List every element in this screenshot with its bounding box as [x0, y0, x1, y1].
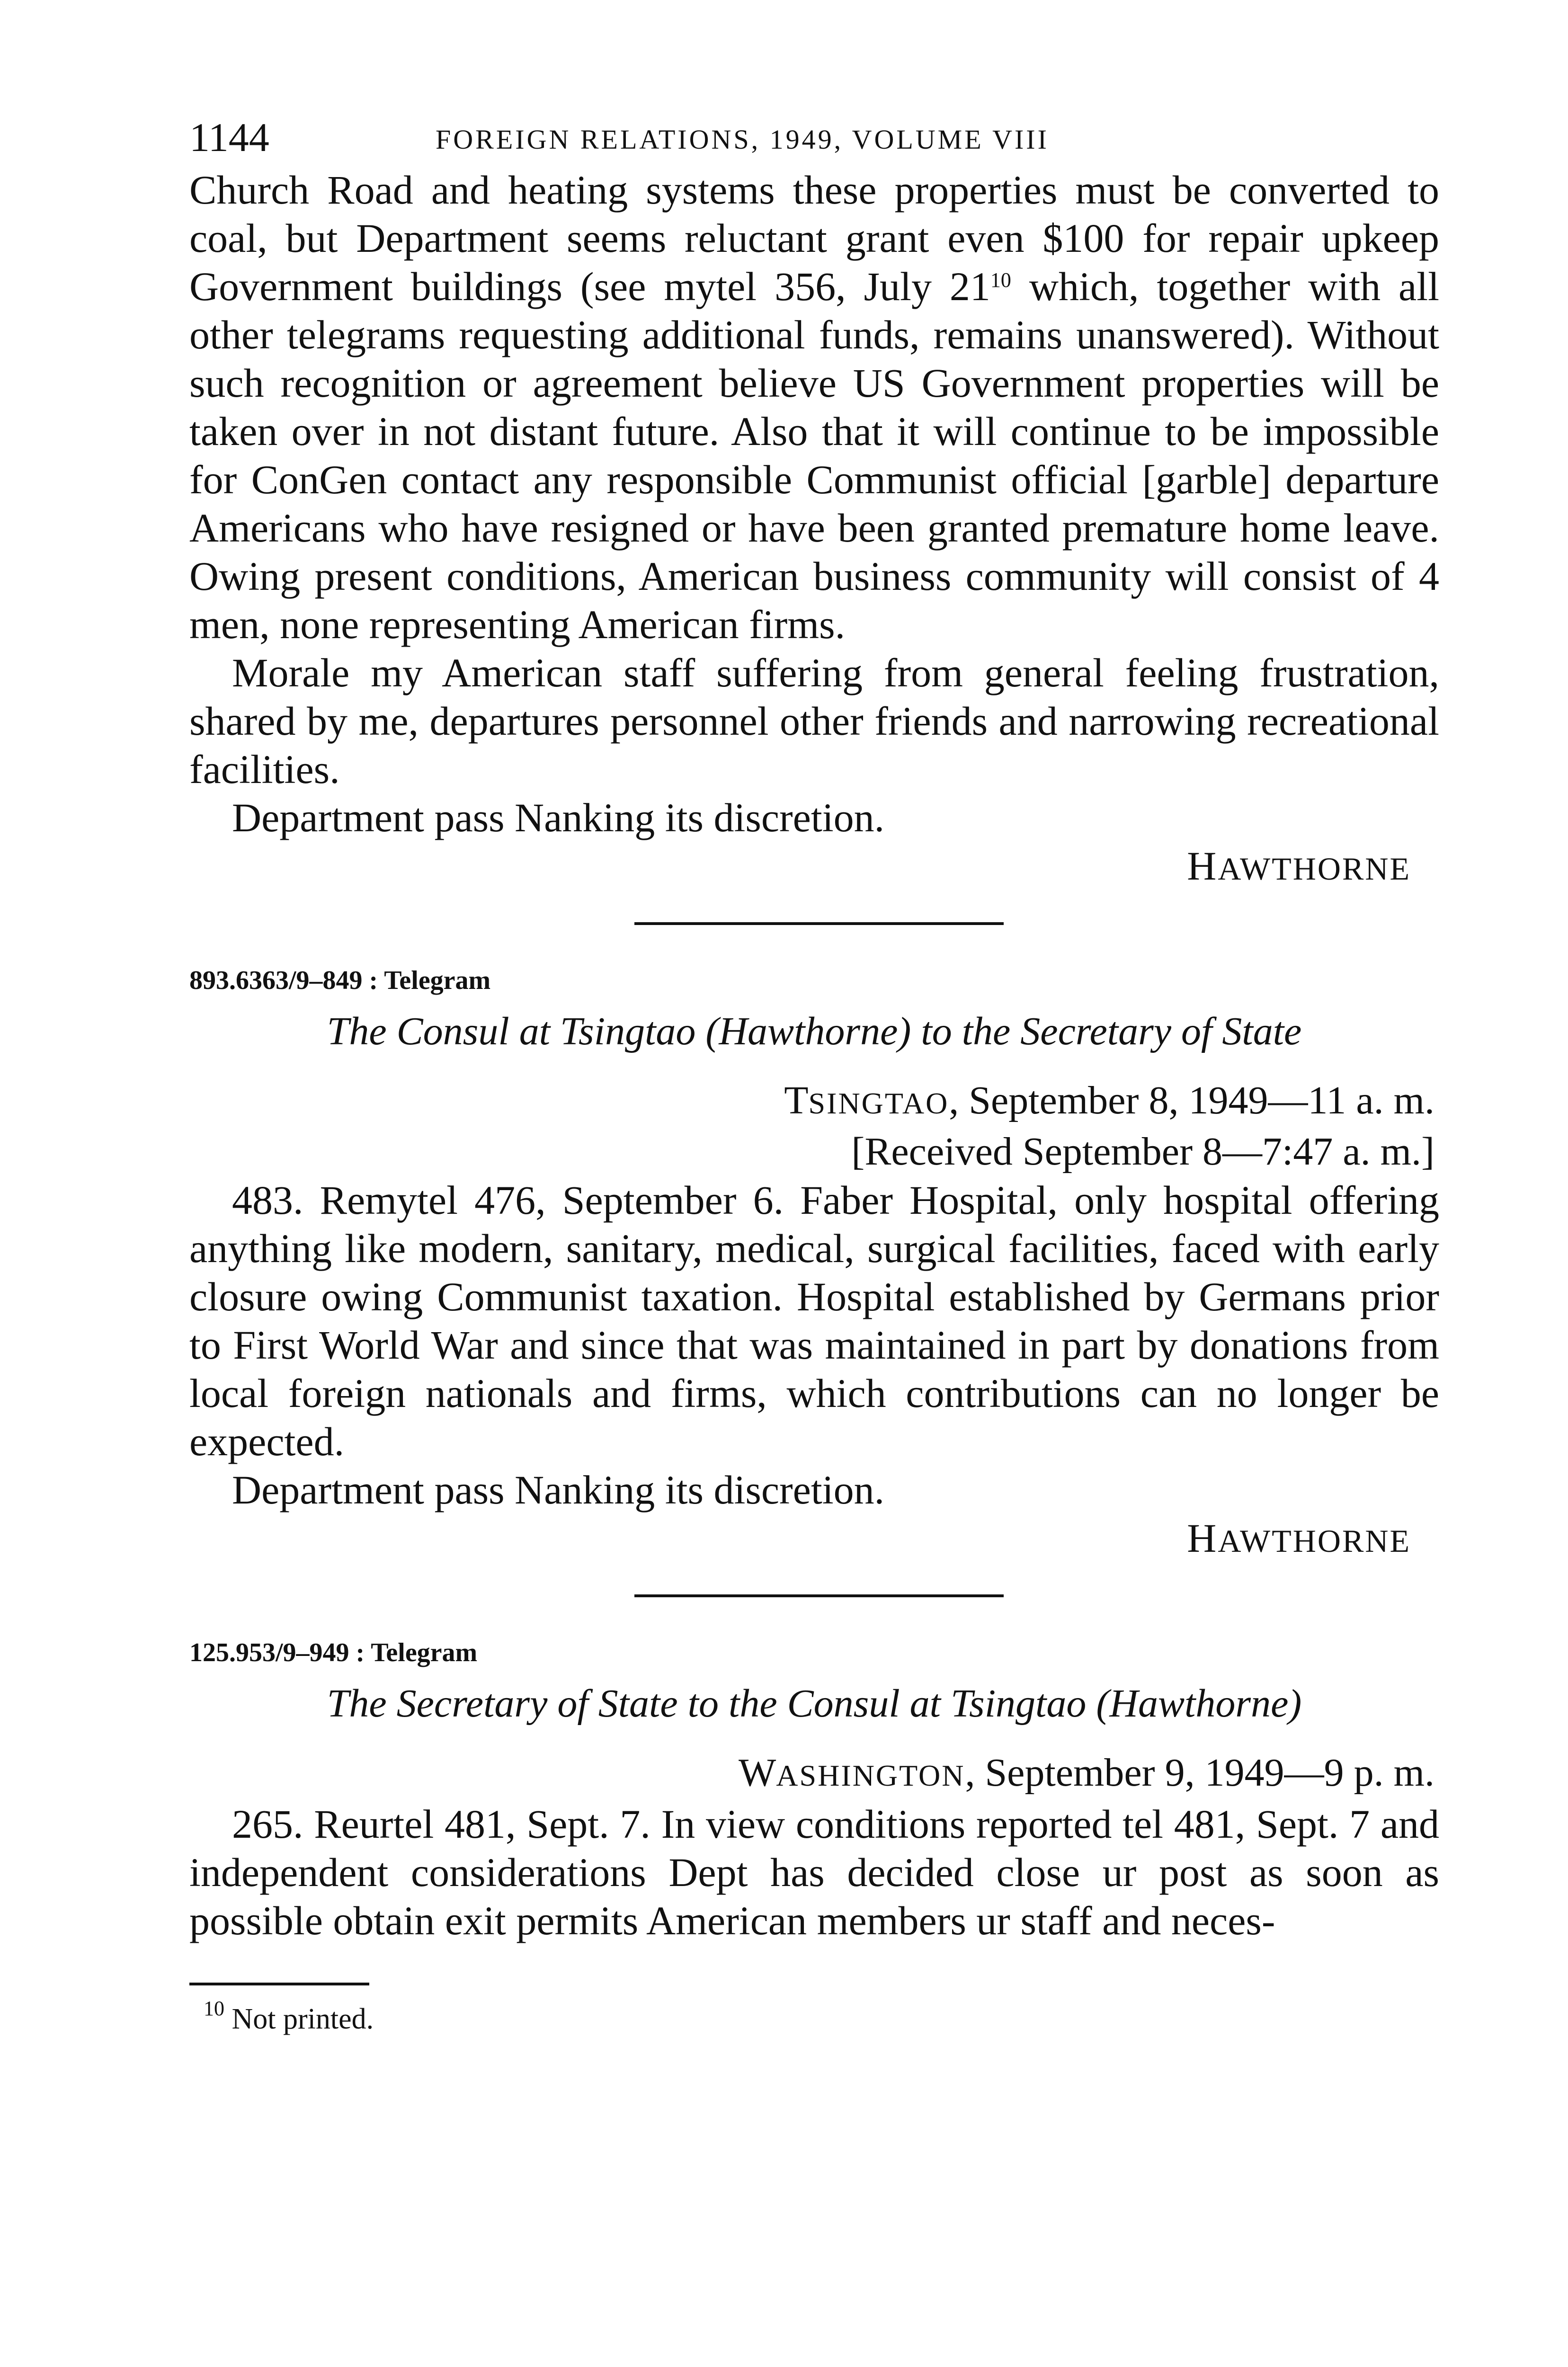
file-reference: 893.6363/9–849 : Telegram	[189, 966, 491, 995]
dateline	[189, 1077, 1439, 1128]
paragraph: 265. Reurtel 481, Sept. 7. In view conditions reported tel 481, Sept. 7 and independent considerations Dept has decided close ur post as soon as possible obtain exit permits American members ur staff and neces-	[189, 1801, 1439, 1943]
signature	[189, 1514, 1439, 1565]
paragraph: Department pass Nanking its discretion.	[232, 795, 885, 840]
paragraph-text: Church Road and heating systems these properties must be converted to coal, but Department seems reluctant grant even $100 for repair upkeep Government buildings (see mytel 356, July 21	[189, 167, 1439, 309]
divider-line	[634, 922, 1004, 925]
section-divider	[189, 893, 1439, 950]
place-rest: ASHINGTON	[776, 1759, 965, 1792]
date-text: , September 9, 1949—9 p. m.	[965, 1751, 1434, 1795]
section-divider	[189, 1565, 1439, 1622]
signature-rest: AWTHORNE	[1218, 851, 1411, 887]
signature-rest: AWTHORNE	[1218, 1523, 1411, 1559]
paragraph: Morale my American staff suffering from general feeling frustration, shared by me, departures personnel other friends and narrowing recreational facilities.	[189, 650, 1439, 792]
signature-initial: H	[1187, 1515, 1218, 1561]
footnote-divider	[189, 1983, 369, 1985]
running-head: FOREIGN RELATIONS, 1949, VOLUME VIII	[436, 124, 1049, 155]
document-title: The Consul at Tsingtao (Hawthorne) to the Secretary of State	[327, 1009, 1302, 1053]
page-header	[189, 114, 1439, 166]
dateline	[189, 1749, 1439, 1800]
paragraph: 483. Remytel 476, September 6. Faber Hospital, only hospital offering anything like modern, sanitary, medical, surgical facilities, faced with early closure owing Communist taxation. Hospital established by Germans prior to First World War and since that was maintained in part by donations from local foreign nationals and firms, which contributions can no longer be expected.	[189, 1177, 1439, 1464]
date-text: , September 8, 1949—11 a. m.	[949, 1078, 1434, 1122]
received-line: [Received September 8—7:47 a. m.]	[851, 1130, 1434, 1174]
footnote	[189, 1998, 1439, 2040]
page-number: 1144	[189, 115, 269, 160]
document-title: The Secretary of State to the Consul at Tsingtao (Hawthorne)	[327, 1682, 1302, 1726]
divider-line	[634, 1594, 1004, 1597]
signature	[189, 842, 1439, 893]
paragraph-text: which, together with all other telegrams requesting additional funds, remains unanswered). Without such recognition or agreement believe US Government properties will be taken over in not distant future. Also that it will continue to be impossible for ConGen contact any responsible Communist official [garble] departure Americans who have resigned or have been granted premature home leave. Owing present conditions, American business community will consist of 4 men, none representing American firms.	[189, 264, 1440, 647]
footnote-text: Not printed.	[224, 2003, 374, 2035]
paragraph: Department pass Nanking its discretion.	[232, 1467, 885, 1513]
signature-initial: H	[1187, 843, 1218, 889]
place-initial: W	[738, 1751, 776, 1795]
document-page	[189, 114, 1439, 2040]
file-reference: 125.953/9–949 : Telegram	[189, 1638, 478, 1667]
place-initial: T	[784, 1078, 809, 1122]
footnote-number: 10	[204, 1997, 224, 2020]
continued-paragraph	[189, 166, 1439, 649]
place-rest: SINGTAO	[808, 1086, 949, 1120]
footnote-reference[interactable]: 10	[990, 268, 1011, 292]
